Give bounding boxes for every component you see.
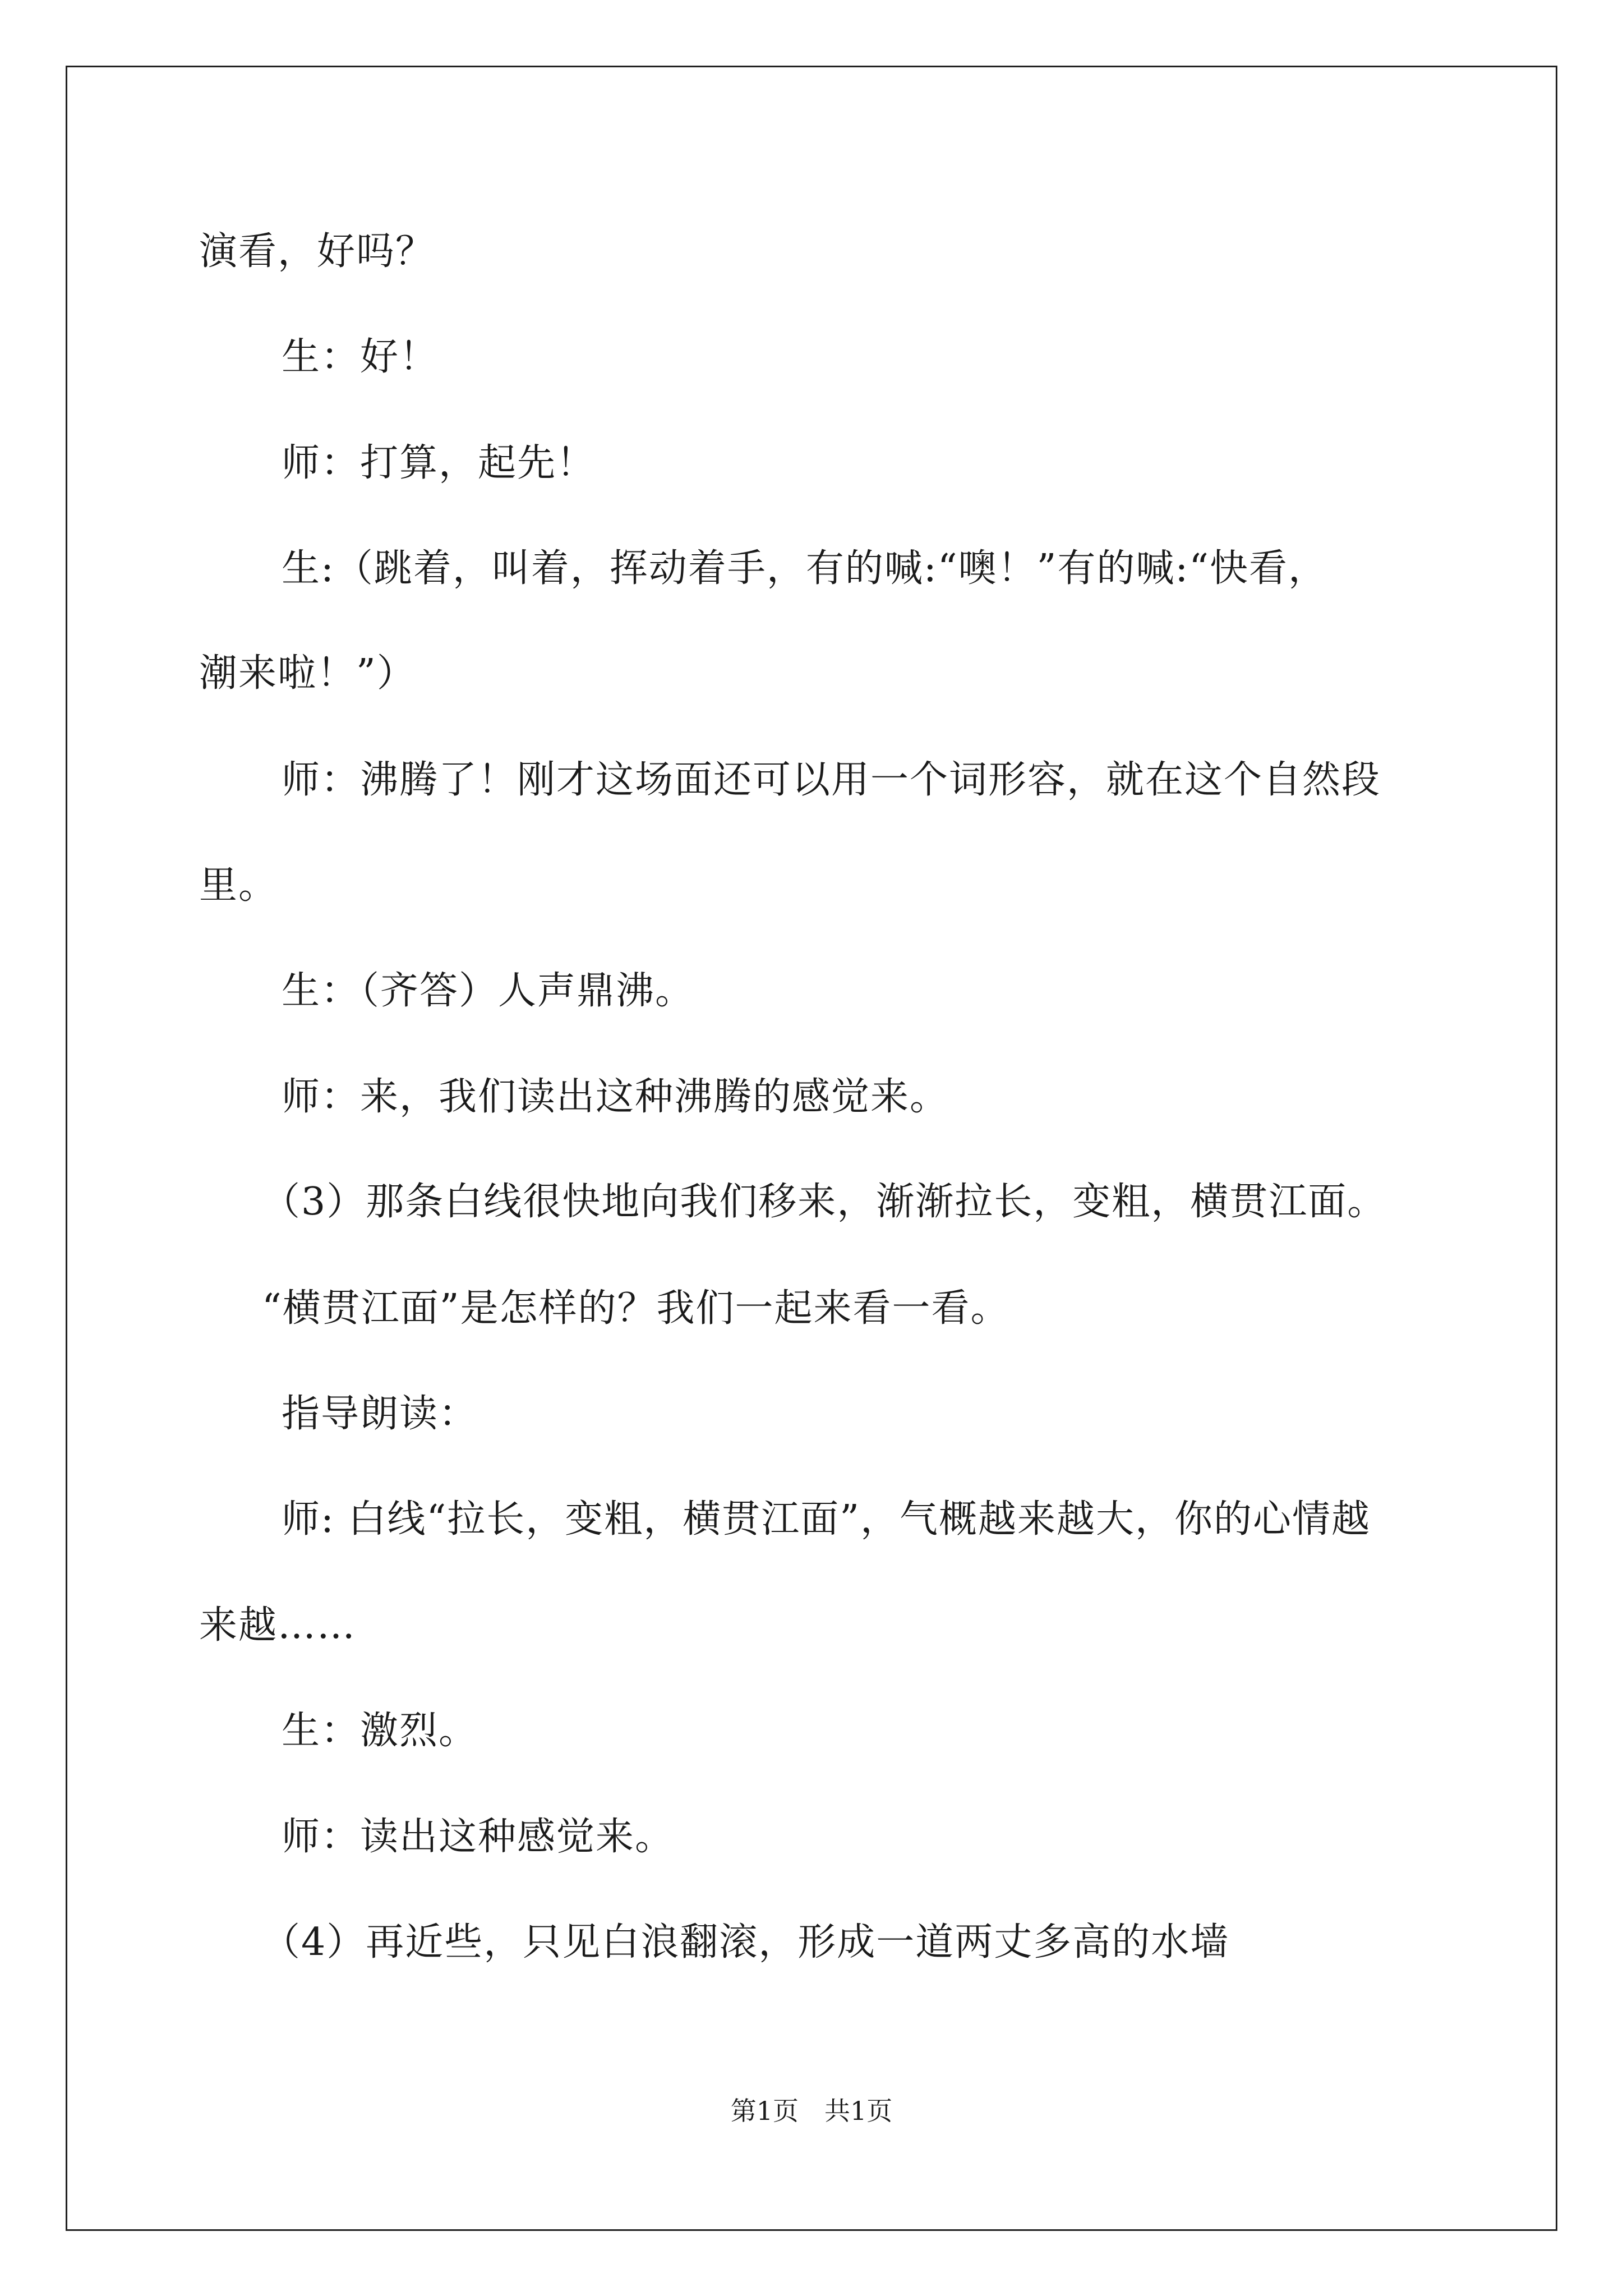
text-line-4: 生:（跳着，叫着，挥动着手，有的喊:“噢！”有的喊:“快看， [282, 546, 1328, 591]
text-line-16: 师：读出这种感觉来。 [282, 1815, 675, 1859]
text-line-8: 生：（齐答）人声鼎沸。 [282, 969, 695, 1013]
text-line-3: 师：打算，起先！ [282, 441, 596, 485]
text-line-9: 师：来，我们读出这种沸腾的感觉来。 [282, 1075, 949, 1119]
text-line-7: 里。 [199, 863, 278, 908]
text-line-1: 演看，好吗？ [199, 229, 435, 274]
text-line-13: 师: 白线“拉长，变粗，横贯江面”，气概越来越大，你的心情越 [282, 1497, 1371, 1542]
text-line-14: 来越…… [199, 1603, 357, 1648]
page-footer [0, 2098, 1623, 2124]
text-line-12: 指导朗读： [282, 1392, 478, 1436]
text-line-6: 师：沸腾了！刚才这场面还可以用一个词形容，就在这个自然段 [282, 758, 1381, 802]
page-number-label: 第1页 共1页 [730, 2096, 893, 2126]
text-line-17: （4）再近些，只见白浪翻滚，形成一道两丈多高的水墙 [262, 1920, 1230, 1964]
text-line-11: “横贯江面”是怎样的？我们一起来看一看。 [262, 1286, 1010, 1331]
text-line-5: 潮来啦！”） [199, 651, 416, 696]
page-frame [66, 66, 1557, 2231]
text-line-2: 生：好！ [282, 335, 439, 379]
text-line-15: 生：激烈。 [282, 1709, 478, 1753]
text-line-10: （3）那条白线很快地向我们移来，渐渐拉长，变粗，横贯江面。 [262, 1180, 1387, 1224]
